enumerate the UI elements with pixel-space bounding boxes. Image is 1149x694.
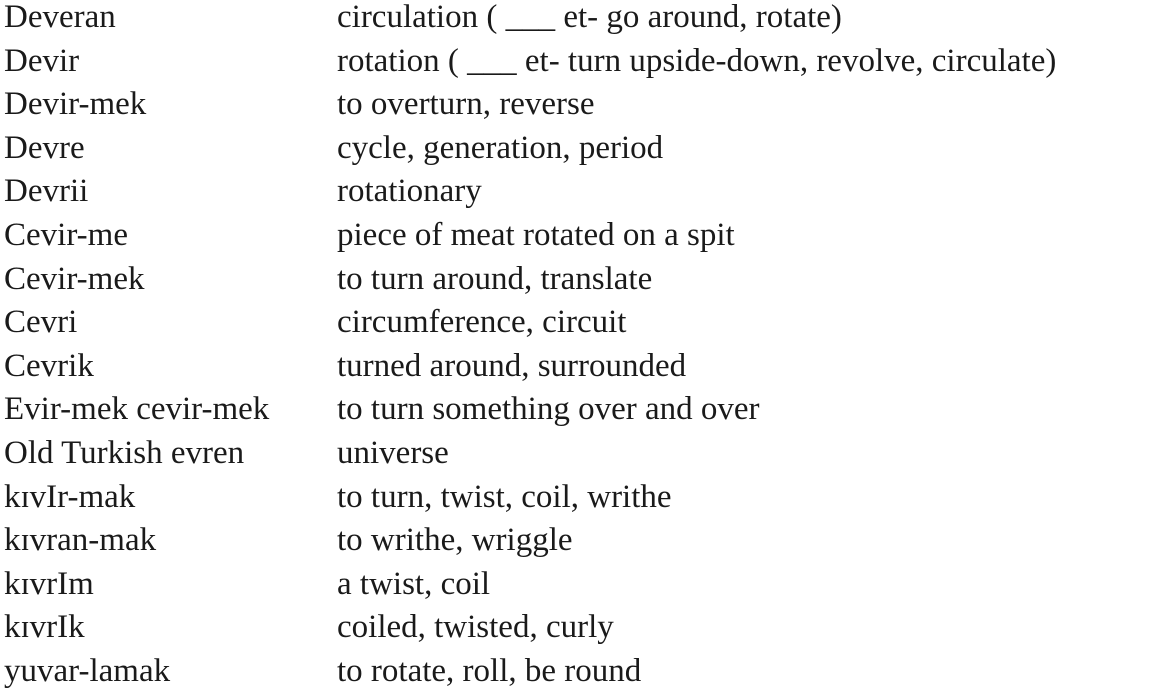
glossary-entry	[4, 650, 1149, 694]
glossary-entry	[4, 345, 1149, 389]
entry-definition: turned around, surrounded	[337, 347, 687, 384]
entry-definition: coiled, twisted, curly	[337, 609, 614, 646]
entry-term: kɪvran-mak	[4, 522, 157, 559]
glossary-entry	[4, 432, 1149, 476]
entry-term: Old Turkish evren	[4, 434, 245, 471]
glossary-entry	[4, 519, 1149, 563]
entry-definition: to writhe, wriggle	[337, 522, 573, 559]
entry-definition: to turn something over and over	[337, 391, 760, 428]
entry-definition: piece of meat rotated on a spit	[337, 216, 735, 253]
entry-term: kɪvrIm	[4, 565, 94, 602]
entry-definition: circumference, circuit	[337, 304, 627, 341]
entry-term: Devre	[4, 129, 85, 166]
entry-definition: universe	[337, 434, 449, 471]
glossary-entry	[4, 127, 1149, 171]
entry-term: Cevir-me	[4, 216, 128, 253]
entry-definition: circulation ( ___ et- go around, rotate)	[337, 0, 842, 35]
entry-definition: a twist, coil	[337, 565, 491, 602]
glossary-entry	[4, 0, 1149, 40]
entry-definition: cycle, generation, period	[337, 129, 664, 166]
entry-term: Devir-mek	[4, 86, 147, 123]
glossary-entry	[4, 83, 1149, 127]
glossary-entry	[4, 170, 1149, 214]
glossary-entry	[4, 388, 1149, 432]
glossary-entry	[4, 214, 1149, 258]
glossary-entry	[4, 301, 1149, 345]
entry-term: kɪvrIk	[4, 609, 85, 646]
entry-definition: to turn around, translate	[337, 260, 653, 297]
entry-term: Evir-mek cevir-mek	[4, 391, 270, 428]
glossary-list	[4, 0, 1149, 694]
glossary-entry	[4, 606, 1149, 650]
entry-definition: to rotate, roll, be round	[337, 652, 642, 689]
entry-definition: rotation ( ___ et- turn upside-down, revolve, circulate)	[337, 42, 1057, 79]
entry-term: Devrii	[4, 173, 89, 210]
entry-term: kɪvIr-mak	[4, 478, 136, 515]
entry-definition: to overturn, reverse	[337, 86, 595, 123]
entry-definition: to turn, twist, coil, writhe	[337, 478, 672, 515]
glossary-entry	[4, 563, 1149, 607]
entry-term: Cevri	[4, 304, 78, 341]
glossary-entry	[4, 40, 1149, 84]
entry-term: yuvar-lamak	[4, 652, 171, 689]
entry-term: Deveran	[4, 0, 116, 35]
glossary-entry	[4, 258, 1149, 302]
entry-term: Devir	[4, 42, 80, 79]
entry-definition: rotationary	[337, 173, 482, 210]
entry-term: Cevir-mek	[4, 260, 145, 297]
entry-term: Cevrik	[4, 347, 94, 384]
glossary-entry	[4, 476, 1149, 520]
